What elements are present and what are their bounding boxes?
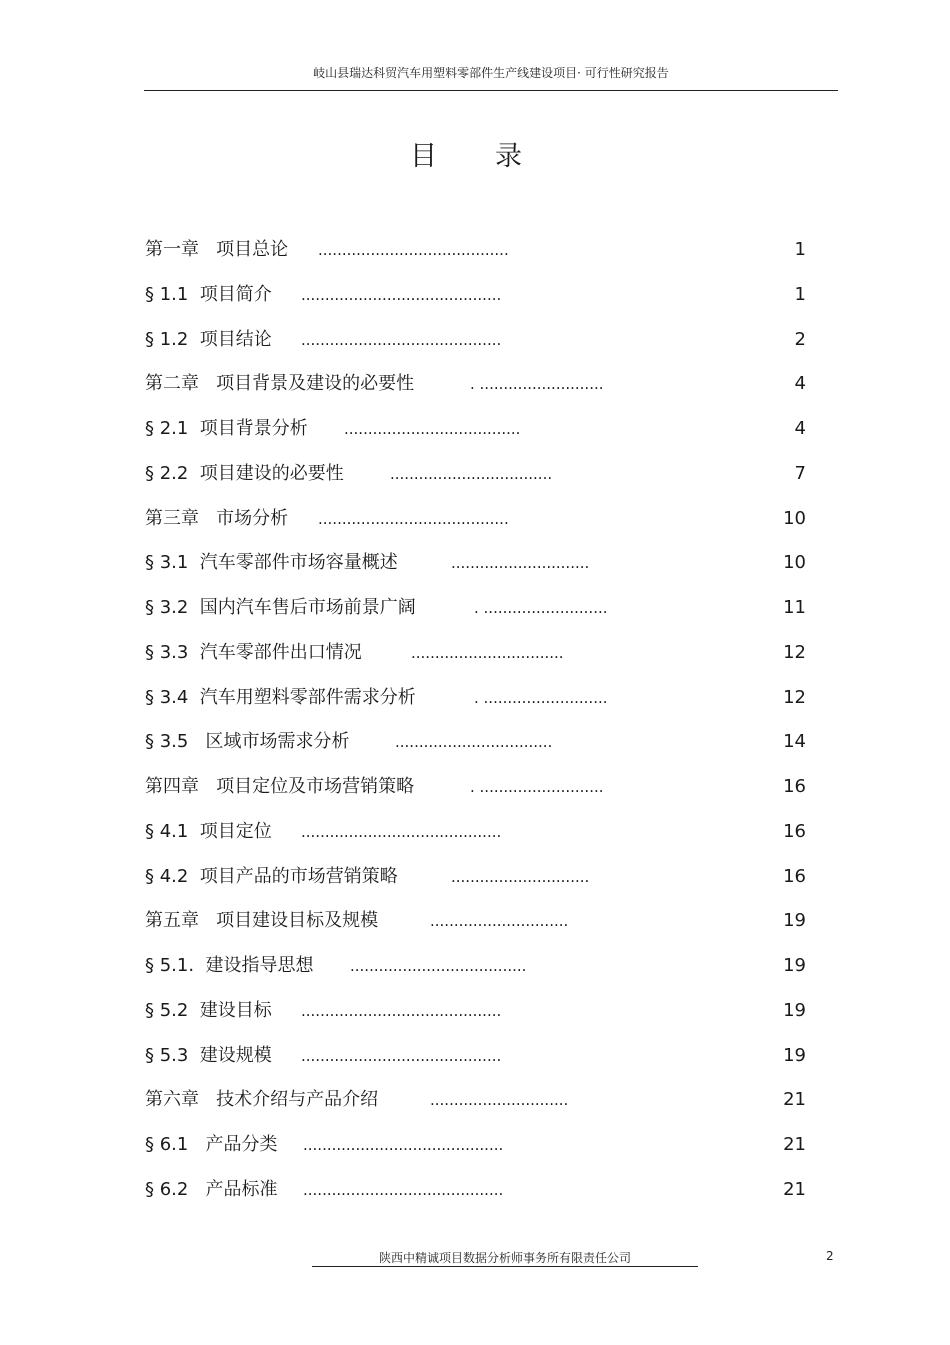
- toc-entry-leader-dots: .............................: [430, 912, 569, 931]
- toc-entry-page: 1: [794, 283, 806, 305]
- toc-entry-page: 21: [783, 1089, 806, 1111]
- toc-entry-label: § 3.4 汽车用塑料零部件需求分析: [145, 686, 416, 708]
- page-title: 目录: [410, 141, 580, 172]
- toc-entry-page: 16: [783, 820, 806, 842]
- toc-entry-leader-dots: .............................: [451, 867, 590, 886]
- toc-entry: [0, 996, 950, 1026]
- toc-entry: [0, 235, 950, 265]
- toc-entry-page: 19: [783, 1044, 806, 1066]
- toc-entry-page: 7: [794, 462, 806, 484]
- toc-entry: [0, 369, 950, 399]
- toc-entry: [0, 683, 950, 713]
- toc-entry-page: 4: [794, 373, 806, 395]
- toc-entry-page: 19: [783, 999, 806, 1021]
- toc-entry: [0, 280, 950, 310]
- toc-entry: [0, 862, 950, 892]
- toc-entry-label: § 2.2 项目建设的必要性: [145, 462, 344, 484]
- toc-entry-leader-dots: ................................: [411, 643, 564, 662]
- toc-entry-page: 4: [794, 418, 806, 439]
- toc-entry-leader-dots: . ..........................: [474, 688, 608, 707]
- toc-entry-page: 21: [783, 1178, 806, 1200]
- footer-rule: [312, 1266, 698, 1267]
- toc-entry: [0, 504, 950, 534]
- toc-entry-label: § 1.2 项目结论: [145, 328, 272, 350]
- toc-entry-page: 2: [794, 328, 806, 350]
- toc-entry-leader-dots: ........................................: [318, 241, 509, 259]
- toc-entry: [0, 1085, 950, 1115]
- toc-entry: [0, 906, 950, 936]
- toc-entry: [0, 1175, 950, 1205]
- toc-entry-label: § 3.3 汽车零部件出口情况: [145, 641, 362, 663]
- toc-entry-page: 16: [783, 776, 806, 797]
- toc-entry-label: § 3.2 国内汽车售后市场前景广阔: [145, 597, 416, 618]
- page-number: 2: [826, 1249, 834, 1263]
- toc-entry-label: § 6.2 产品标准: [145, 1178, 278, 1200]
- header-rule: [144, 90, 838, 91]
- toc-entry: [0, 817, 950, 847]
- toc-entry: [0, 548, 950, 578]
- toc-entry-page: 21: [783, 1134, 806, 1155]
- toc-entry-leader-dots: .....................................: [344, 420, 521, 438]
- toc-entry: [0, 951, 950, 981]
- toc-entry-page: 1: [794, 239, 806, 260]
- toc-entry-leader-dots: .....................................: [350, 957, 527, 975]
- running-header: 岐山县瑞达科贸汽车用塑料零部件生产线建设项目· 可行性研究报告: [313, 66, 669, 80]
- toc-entry-label: § 3.5 区域市场需求分析: [145, 731, 350, 753]
- toc-entry-label: § 2.1 项目背景分析: [145, 418, 308, 439]
- toc-entry-leader-dots: ........................................: [318, 509, 509, 528]
- toc-entry-page: 19: [783, 910, 806, 932]
- toc-entry-leader-dots: ..........................................: [301, 285, 502, 304]
- toc-entry-label: § 5.3 建设规模: [145, 1044, 272, 1066]
- toc-entry-leader-dots: . ..........................: [470, 778, 604, 796]
- toc-entry: [0, 1041, 950, 1071]
- toc-entry: [0, 1130, 950, 1160]
- toc-entry-label: 第五章 项目建设目标及规模: [145, 910, 379, 932]
- toc-entry-label: 第二章 项目背景及建设的必要性: [145, 373, 415, 395]
- toc-entry-leader-dots: ..........................................: [301, 1001, 502, 1020]
- toc-entry-page: 14: [783, 731, 806, 753]
- toc-entry-leader-dots: ..........................................: [301, 1046, 502, 1065]
- toc-entry-label: 第三章 市场分析: [145, 507, 289, 529]
- toc-entry-leader-dots: .............................: [451, 554, 590, 573]
- toc-entry-label: § 1.1 项目简介: [145, 283, 272, 305]
- toc-entry-page: 10: [783, 552, 806, 574]
- toc-entry-leader-dots: .............................: [430, 1091, 569, 1110]
- toc-entry-leader-dots: ..................................: [390, 464, 553, 483]
- toc-entry: [0, 414, 950, 444]
- toc-entry-label: 第四章 项目定位及市场营销策略: [145, 776, 415, 797]
- toc-entry-leader-dots: ..........................................: [303, 1136, 504, 1154]
- toc-entry: [0, 459, 950, 489]
- toc-entry-label: § 3.1 汽车零部件市场容量概述: [145, 552, 398, 574]
- toc-entry-leader-dots: . ..........................: [474, 599, 608, 617]
- toc-entry-label: § 6.1 产品分类: [145, 1134, 278, 1155]
- toc-entry-label: § 5.2 建设目标: [145, 999, 272, 1021]
- toc-entry-label: 第六章 技术介绍与产品介绍: [145, 1089, 379, 1111]
- toc-entry: [0, 727, 950, 757]
- toc-entry-page: 10: [783, 507, 806, 529]
- toc-entry-leader-dots: .................................: [395, 733, 553, 752]
- toc-entry: [0, 638, 950, 668]
- toc-entry: [0, 325, 950, 355]
- toc-entry-leader-dots: . ..........................: [470, 375, 604, 394]
- toc-entry-label: § 5.1. 建设指导思想: [145, 955, 314, 976]
- toc-entry-label: 第一章 项目总论: [145, 239, 289, 260]
- toc-entry-page: 16: [783, 865, 806, 887]
- running-footer: 陕西中精诚项目数据分析师事务所有限责任公司: [378, 1251, 631, 1265]
- toc-entry-label: § 4.1 项目定位: [145, 820, 272, 842]
- toc-entry-page: 11: [783, 597, 806, 618]
- toc-entry-label: § 4.2 项目产品的市场营销策略: [145, 865, 398, 887]
- toc-entry-leader-dots: ..........................................: [301, 330, 502, 349]
- toc-entry: [0, 593, 950, 623]
- toc-entry: [0, 772, 950, 802]
- toc-entry-page: 12: [783, 686, 806, 708]
- toc-entry-page: 19: [783, 955, 806, 976]
- toc-entry-page: 12: [783, 641, 806, 663]
- toc-entry-leader-dots: ..........................................: [303, 1180, 504, 1199]
- toc-entry-leader-dots: ..........................................: [301, 822, 502, 841]
